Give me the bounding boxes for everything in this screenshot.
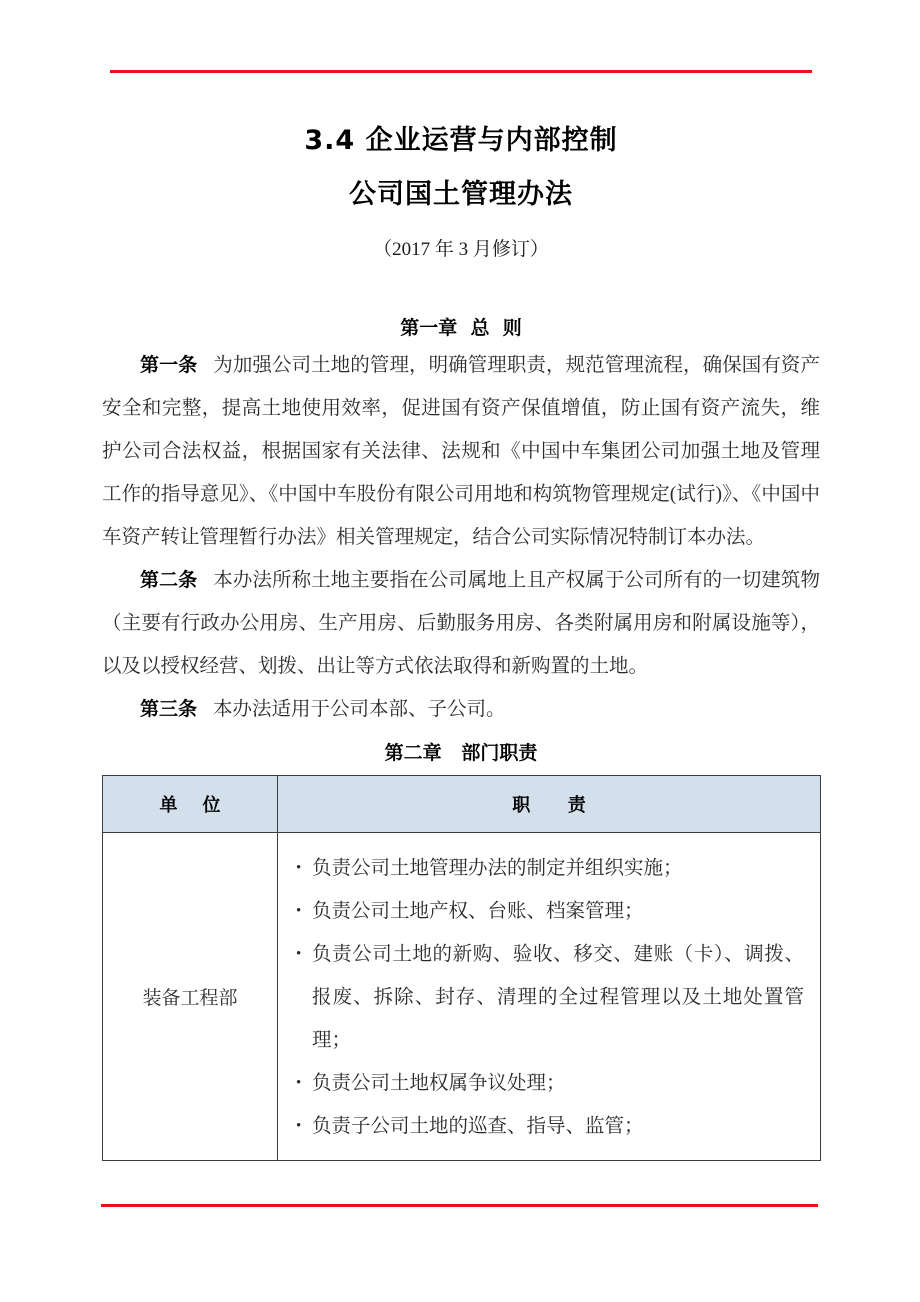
article-one	[102, 344, 820, 559]
list-item: • 负责公司土地的新购、验收、移交、建账（卡）、调拨、报废、拆除、封存、清理的全过程管理以及土地处置管理；	[296, 933, 804, 1062]
duty-list-cell	[278, 833, 821, 1161]
duty-table-body	[103, 833, 821, 1161]
unit-name-cell: 装备工程部	[103, 833, 278, 1161]
article-one-label: 第一条	[140, 354, 198, 376]
chapter-two-heading: 第二章 部门职责	[384, 742, 538, 764]
duty-list	[296, 847, 804, 1148]
article-one-text: 为加强公司土地的管理，明确管理职责，规范管理流程，确保国有资产安全和完整，提高土地使用效率，促进国有资产保值增值，防止国有资产流失，维护公司合法权益，根据国家有关法律、法规和《中国中车集团公司加强土地及管理工作的指导意见》、《中国中车股份有限公司用地和构筑物管理规定(试行)》、《中国中车资产转让管理暂行办法》相关管理规定，结合公司实际情况特制订本办法。	[102, 355, 820, 548]
article-two-label: 第二条	[140, 569, 198, 591]
list-item: • 负责公司土地权属争议处理；	[296, 1062, 804, 1105]
document-subtitle: 公司国土管理办法	[349, 179, 573, 210]
list-item: • 负责公司土地产权、台账、档案管理；	[296, 890, 804, 933]
duty-table-header	[103, 776, 821, 833]
list-item: • 负责子公司土地的巡查、指导、监管；	[296, 1105, 804, 1148]
footer-rule	[101, 1204, 818, 1207]
article-three-text: 本办法适用于公司本部、子公司。	[213, 699, 506, 720]
table-header-row	[103, 776, 821, 833]
document-revision-note: （2017 年 3 月修订）	[373, 239, 549, 260]
header-rule	[110, 70, 812, 73]
article-two	[102, 559, 820, 688]
document-title: 3.4 企业运营与内部控制	[304, 125, 618, 156]
column-header-duty: 职 责	[278, 776, 821, 833]
article-two-text: 本办法所称土地主要指在公司属地上且产权属于公司所有的一切建筑物（主要有行政办公用房、生产用房、后勤服务用房、各类附属用房和附属设施等），以及以授权经营、划拨、出让等方式依法取得和新购置的土地。	[102, 570, 820, 677]
chapter-one-heading: 第一章 总 则	[400, 317, 522, 339]
article-three	[102, 688, 820, 731]
column-header-unit: 单 位	[103, 776, 278, 833]
department-duty-table	[102, 775, 821, 1161]
list-item: • 负责公司土地管理办法的制定并组织实施；	[296, 847, 804, 890]
table-row	[103, 833, 821, 1161]
document-content	[102, 118, 820, 1161]
article-three-label: 第三条	[140, 698, 198, 720]
